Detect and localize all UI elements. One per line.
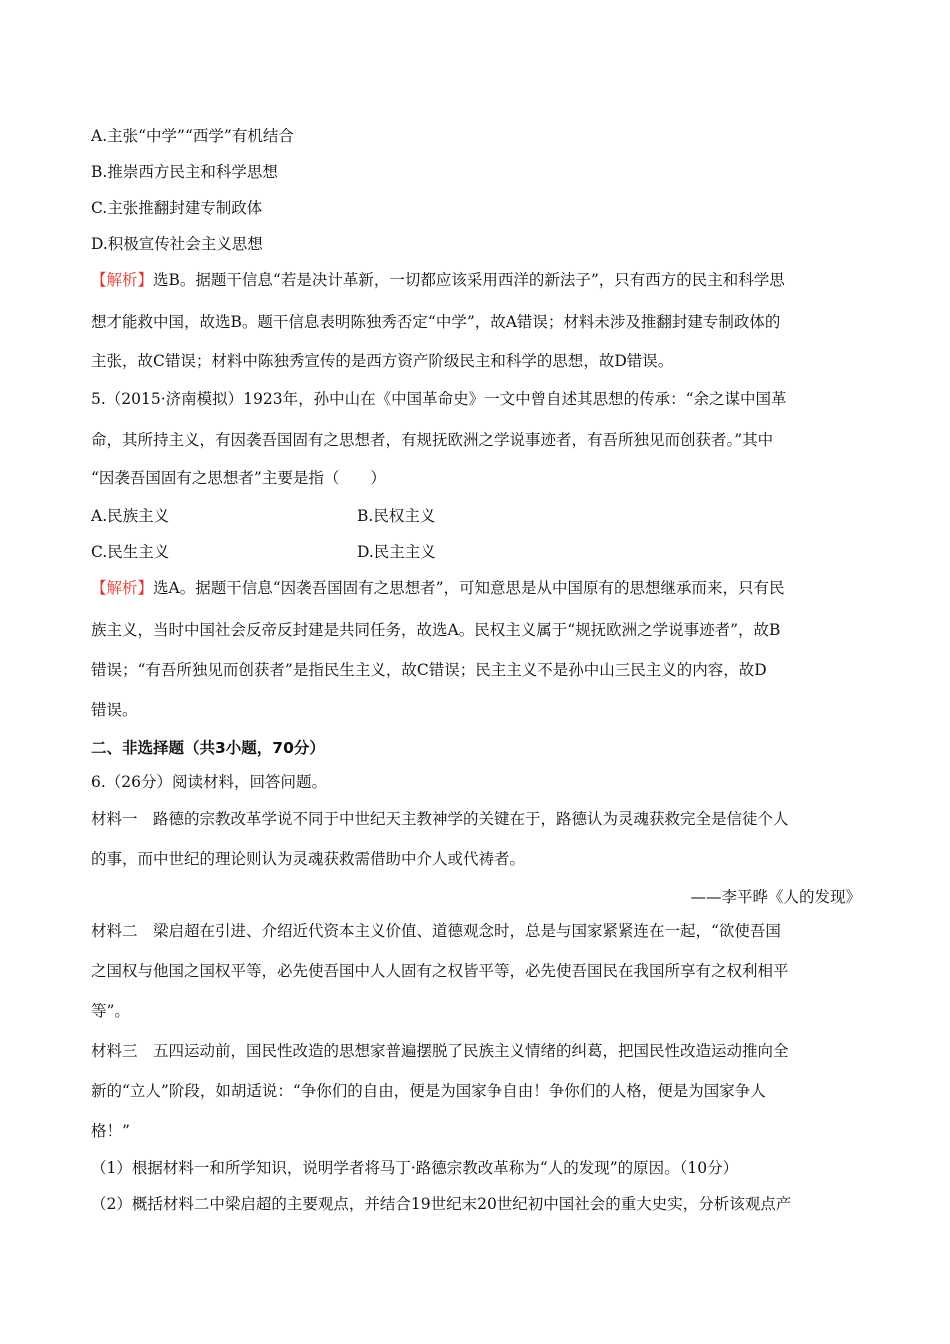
q4-option-a: A.主张“中学”“西学”有机结合 <box>91 127 294 145</box>
q6-intro: 6.（26分）阅读材料，回答问题。 <box>91 773 328 791</box>
q5-option-c: C.民生主义 <box>91 543 170 561</box>
q5-analysis-line-3: 错误；“有吾所独见而创获者”是指民生主义，故C错误；民主主义不是孙中山三民主义的内容，故D <box>91 661 767 679</box>
q6-subquestion-2: （2）概括材料二中梁启超的主要观点，并结合19世纪末20世纪初中国社会的重大史实，分析该观点产 <box>91 1195 792 1213</box>
q5-analysis-line-2: 族主义，当时中国社会反帝反封建是共同任务，故选A。民权主义属于“规抚欧洲之学说事迹者”，故B <box>91 621 781 639</box>
analysis-text: 选A。据题干信息“因袭吾国固有之思想者”，可知意思是从中国原有的思想继承而来，只有民 <box>153 579 785 597</box>
q4-option-d: D.积极宣传社会主义思想 <box>91 235 263 253</box>
analysis-text: 选B。据题干信息“若是决计革新，一切都应该采用西洋的新法子”，只有西方的民主和科学思 <box>153 271 785 289</box>
q4-option-c: C.主张推翻封建专制政体 <box>91 199 263 217</box>
q5-stem-line-1: 5.（2015·济南模拟）1923年，孙中山在《中国革命史》一文中曾自述其思想的传承：“余之谋中国革 <box>91 390 787 408</box>
q4-analysis-line-2: 想才能救中国，故选B。题干信息表明陈独秀否定“中学”，故A错误；材料未涉及推翻封建专制政体的 <box>91 313 781 331</box>
section-heading: 二、非选择题（共3小题，70分） <box>91 739 325 757</box>
q6-subquestion-1: （1）根据材料一和所学知识，说明学者将马丁·路德宗教改革称为“人的发现”的原因。（10分） <box>91 1159 739 1177</box>
analysis-tag: 【解析】 <box>91 271 154 289</box>
q6-material2-line-1: 材料二 梁启超在引进、介绍近代资本主义价值、道德观念时，总是与国家紧紧连在一起，“欲使吾国 <box>91 922 781 940</box>
q5-analysis-line-4: 错误。 <box>91 701 138 719</box>
q5-option-b: B.民权主义 <box>357 507 436 525</box>
q4-option-b: B.推崇西方民主和科学思想 <box>91 163 278 181</box>
q6-material1-source: ——李平晔《人的发现》 <box>690 888 861 906</box>
q6-material3-line-3: 格！” <box>91 1122 130 1140</box>
q5-stem-line-3: “因袭吾国固有之思想者”主要是指（ ） <box>91 469 386 487</box>
q6-material3-line-2: 新的“立人”阶段，如胡适说：“争你们的自由，便是为国家争自由！争你们的人格，便是为国家争人 <box>91 1082 766 1100</box>
q6-material1-line-1: 材料一 路德的宗教改革学说不同于中世纪天主教神学的关键在于，路德认为灵魂获救完全是信徒个人 <box>91 810 789 828</box>
q6-material1-line-2: 的事，而中世纪的理论则认为灵魂获救需借助中介人或代祷者。 <box>91 850 526 868</box>
q5-stem-line-2: 命，其所持主义，有因袭吾国固有之思想者，有规抚欧洲之学说事迹者，有吾所独见而创获者。”其中 <box>91 431 774 449</box>
q5-options-row-1 <box>91 505 861 527</box>
q6-material3-line-1: 材料三 五四运动前，国民性改造的思想家普遍摆脱了民族主义情绪的纠葛，把国民性改造运动推向全 <box>91 1042 789 1060</box>
q4-analysis-line-3: 主张，故C错误；材料中陈独秀宣传的是西方资产阶级民主和科学的思想，故D错误。 <box>91 352 674 370</box>
q5-option-a: A.民族主义 <box>91 507 170 525</box>
analysis-tag: 【解析】 <box>91 579 154 597</box>
q5-option-d: D.民主主义 <box>357 543 436 561</box>
q5-options-row-2 <box>91 541 861 563</box>
q5-analysis-line-1 <box>91 577 861 599</box>
q4-analysis-line-1 <box>91 269 861 291</box>
q6-material2-line-2: 之国权与他国之国权平等，必先使吾国中人人固有之权皆平等，必先使吾国民在我国所享有之权利相平 <box>91 962 789 980</box>
q6-material2-line-3: 等”。 <box>91 1002 130 1020</box>
